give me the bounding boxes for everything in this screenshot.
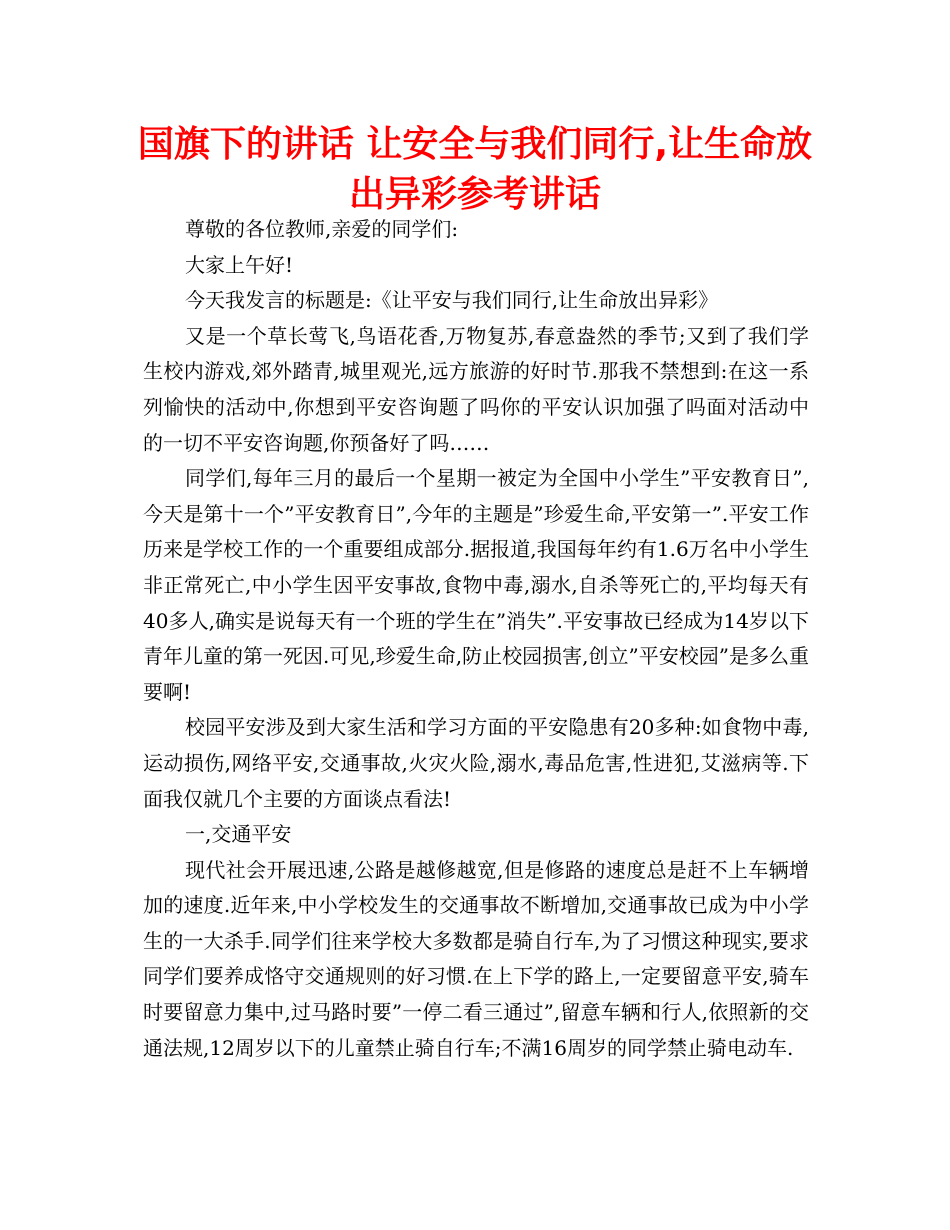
document-title: 国旗下的讲话 让安全与我们同行,让生命放出异彩参考讲话 <box>137 124 813 215</box>
paragraph-campus-hazards: 校园平安涉及到大家生活和学习方面的平安隐患有20多种:如食物中毒,运动损伤,网络平安,交通事故,火灾火险,溺水,毒品危害,性进犯,艾滋病等.下面我仅就几个主要的方面谈点看法! <box>143 715 809 811</box>
paragraph-traffic: 现代社会开展迅速,公路是越修越宽,但是修路的速度总是赶不上车辆增加的速度.近年来,中小学校发生的交通事故不断增加,交通事故已成为中小学生的一大杀手.同学们往来学校大多数都是骑自行车,为了习惯这种现实,要求同学们要养成恪守交通规则的好习惯.在上下学的路上,一定要留意平安,骑车时要留意力集中,过马路时要”一停二看三通过”,留意车辆和行人,依照新的交通法规,12周岁以下的儿童禁止骑自行车;不满16周岁的同学禁止骑电动车. <box>143 857 809 1060</box>
paragraph-salutation: 尊敬的各位教师,亲爱的同学们: <box>185 217 459 241</box>
paragraph-topic: 今天我发言的标题是:《让平安与我们同行,让生命放出异彩》 <box>185 288 719 313</box>
paragraph-greeting: 大家上午好! <box>185 252 294 277</box>
section-heading-traffic: 一,交通平安 <box>185 822 292 847</box>
paragraph-safety-day: 同学们,每年三月的最后一个星期一被定为全国中小学生”平安教育日”,今天是第十一个”平安教育日”,今年的主题是”珍爱生命,平安第一”.平安工作历来是学校工作的一个重要组成部分.据报道,我国每年约有1.6万名中小学生非正常死亡,中小学生因平安事故,食物中毒,溺水,自杀等死亡的,平均每天有40多人,确实是说每天有一个班的学生在”消失”.平安事故已经成为14岁以下青年儿童的第一死因.可见,珍爱生命,防止校园损害,创立”平安校园”是多么重要啊! <box>143 466 809 704</box>
document-body <box>143 212 809 1066</box>
paragraph-spring: 又是一个草长莺飞,鸟语花香,万物复苏,春意盎然的季节;又到了我们学生校内游戏,郊外踏青,城里观光,远方旅游的好时节.那我不禁想到:在这一系列愉快的活动中,你想到平安咨询题了吗你的平安认识加强了吗面对活动中的一切不平安咨询题,你预备好了吗…… <box>143 323 809 455</box>
